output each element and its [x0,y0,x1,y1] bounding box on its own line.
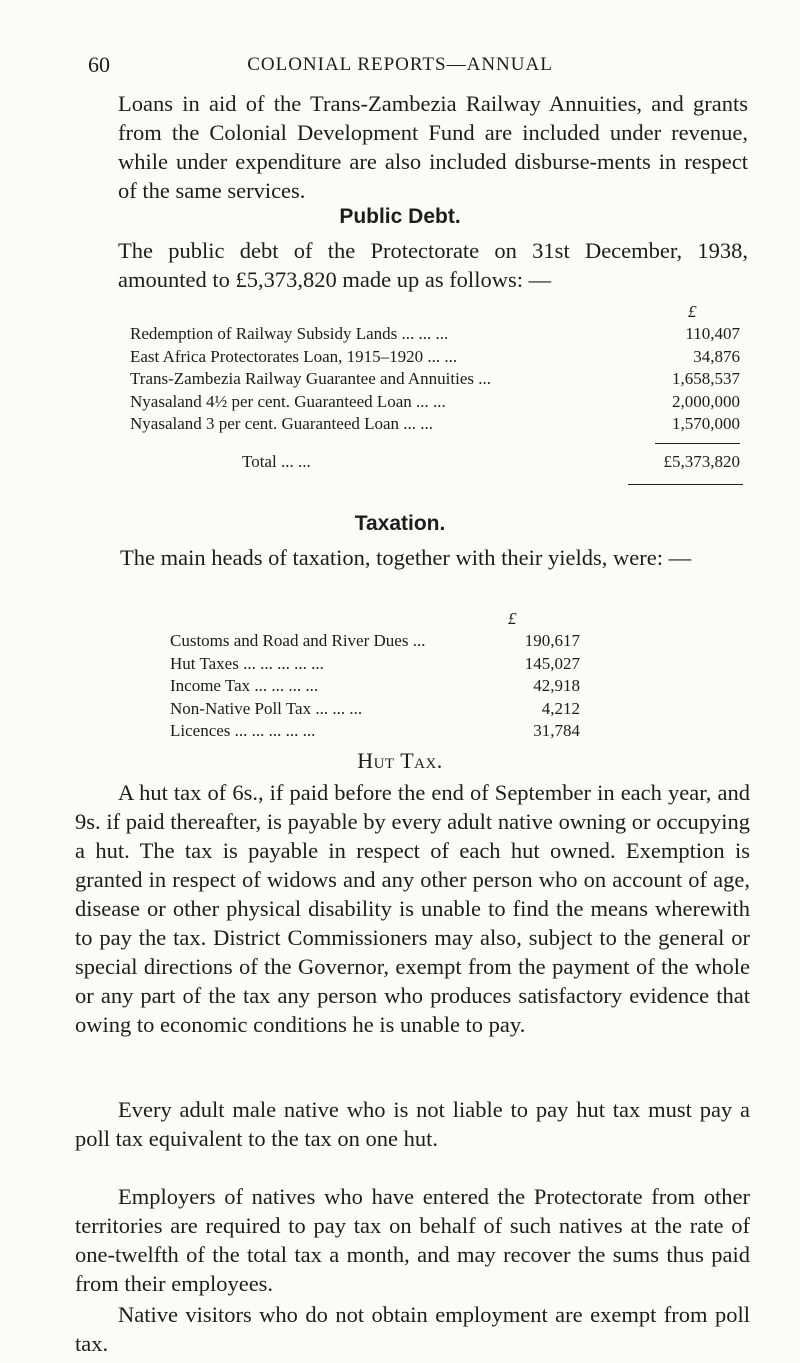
public-debt-total [130,451,740,474]
public-debt-table [130,323,740,436]
hut-tax-paragraph-3: Employers of natives who have entered the Protectorate from other territories are required to pay tax on behalf of such natives at the rate of one-twelfth of the total tax a month, and may recover the sums thus paid from their employees. [75,1184,750,1296]
debt-row-label: Nyasaland 4½ per cent. Guaranteed Loan ... ... [130,391,446,411]
public-debt-heading: Public Debt. [339,205,461,228]
table-row [170,675,580,698]
tax-row-value: 190,617 [524,631,580,650]
page-header [0,52,800,82]
hut-tax-paragraph-4: Native visitors who do not obtain employment are exempt from poll tax. [75,1302,750,1356]
tax-row-value: 31,784 [533,721,580,740]
subtotal-rule [655,443,740,444]
hut-tax-heading: Hut Tax. [357,748,443,773]
debt-row-value: 34,876 [693,346,740,366]
debt-row-label: Trans-Zambezia Railway Guarantee and Annuities ... [130,369,491,388]
debt-row-value: 2,000,000 [672,391,740,411]
tax-row-label: Non-Native Poll Tax ... ... ... [170,698,363,718]
debt-row-value: 110,407 [685,324,740,343]
debt-currency-symbol: £ [688,302,697,321]
total-label: Total ... ... [242,452,311,471]
tax-row-value: 145,027 [524,653,580,673]
table-row [130,413,740,436]
table-row [130,323,740,346]
taxation-heading: Taxation. [354,512,446,535]
debt-row-label: Nyasaland 3 per cent. Guaranteed Loan ... ... [130,414,434,433]
table-row [170,720,580,743]
taxation-intro: The main heads of taxation, together with their yields, were: — [120,545,692,570]
table-row [130,391,740,414]
tax-row-value: 4,212 [541,698,580,718]
table-row [170,630,580,653]
table-row [130,346,740,369]
tax-currency-symbol: £ [508,609,517,628]
debt-row-label: East Africa Protectorates Loan, 1915–1920 ... ... [130,346,458,366]
table-row [170,653,580,676]
public-debt-intro: The public debt of the Protectorate on 31st December, 1938, amounted to £5,373,820 made up as follows: — [118,238,748,292]
tax-row-value: 42,918 [533,676,580,695]
intro-paragraph: Loans in aid of the Trans-Zambezia Railway Annuities, and grants from the Colonial Development Fund are included under revenue, while under expenditure are also included disburse-ments in respect of the same services. [118,91,748,203]
hut-tax-paragraph-2: Every adult male native who is not liable to pay hut tax must pay a poll tax equivalent to the tax on one hut. [75,1097,750,1151]
tax-row-label: Licences ... ... ... ... ... [170,721,316,740]
tax-row-label: Hut Taxes ... ... ... ... ... [170,653,324,673]
tax-row-label: Customs and Road and River Dues ... [170,631,426,650]
total-row [130,451,740,474]
table-row [170,698,580,721]
page-number: 60 [88,52,110,77]
running-head: COLONIAL REPORTS—ANNUAL [247,54,553,75]
debt-row-value: 1,570,000 [672,414,740,433]
table-row [130,368,740,391]
debt-row-label: Redemption of Railway Subsidy Lands ... ... ... [130,324,449,343]
hut-tax-paragraph-1: A hut tax of 6s., if paid before the end of September in each year, and 9s. if paid thereafter, is payable by every adult native owning or occupying a hut. The tax is payable in respect of each hut owned. Exemption is granted in respect of widows and any other person who on account of age, disease or other physical disability is unable to find the means wherewith to pay the tax. District Commissioners may also, subject to the general or special directions of the Governor, exempt from the payment of the whole or any part of the tax any person who produces satisfactory evidence that owing to economic conditions he is unable to pay. [75,780,750,1037]
taxation-table [170,630,580,743]
total-value: £5,373,820 [663,452,740,471]
total-rule [628,484,743,485]
debt-row-value: 1,658,537 [672,369,740,388]
tax-row-label: Income Tax ... ... ... ... [170,676,319,695]
